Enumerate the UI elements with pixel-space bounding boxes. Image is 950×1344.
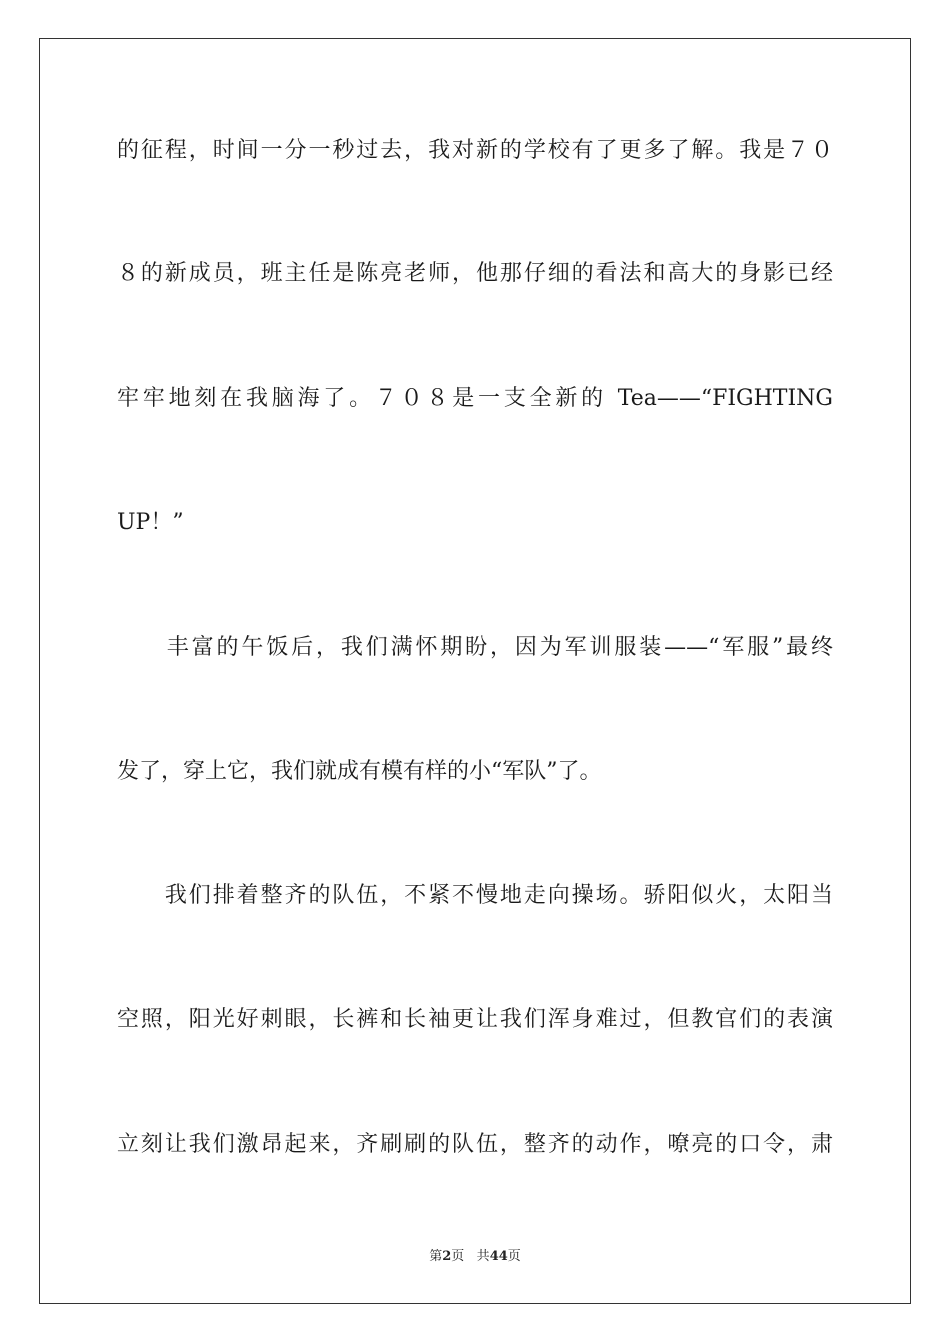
text-line-5: 丰富的午饭后，我们满怀期盼，因为军训服装——“军服”最终 [117, 635, 833, 660]
text-line-2: ８的新成员，班主任是陈亮老师，他那仔细的看法和高大的身影已经 [117, 261, 833, 286]
text-line-8: 空照，阳光好刺眼，长裤和长袖更让我们浑身难过，但教官们的表演 [117, 1007, 833, 1032]
total-pages: 44 [489, 1249, 508, 1264]
page-footer [0, 1248, 950, 1266]
text-line-6: 发了，穿上它，我们就成有模有样的小“军队”了。 [117, 759, 602, 784]
text-line-9: 立刻让我们激昂起来，齐刷刷的队伍，整齐的动作，嘹亮的口令，肃 [117, 1132, 833, 1157]
text-line-7: 我们排着整齐的队伍，不紧不慢地走向操场。骄阳似火，太阳当 [117, 883, 833, 908]
total-label-suffix: 页 [507, 1249, 521, 1264]
text-line-3: 牢牢地刻在我脑海了。７０８是一支全新的 Tea——“FIGHTING [117, 386, 833, 411]
text-line-1: 的征程，时间一分一秒过去，我对新的学校有了更多了解。我是７０ [117, 138, 833, 163]
page-border [39, 38, 911, 1304]
total-label-prefix: 共 [476, 1249, 490, 1264]
page-label-prefix: 第 [429, 1249, 443, 1264]
text-line-4: UP！” [117, 510, 184, 535]
page-number: 2 [442, 1249, 452, 1264]
page-label-suffix: 页 [451, 1249, 465, 1264]
